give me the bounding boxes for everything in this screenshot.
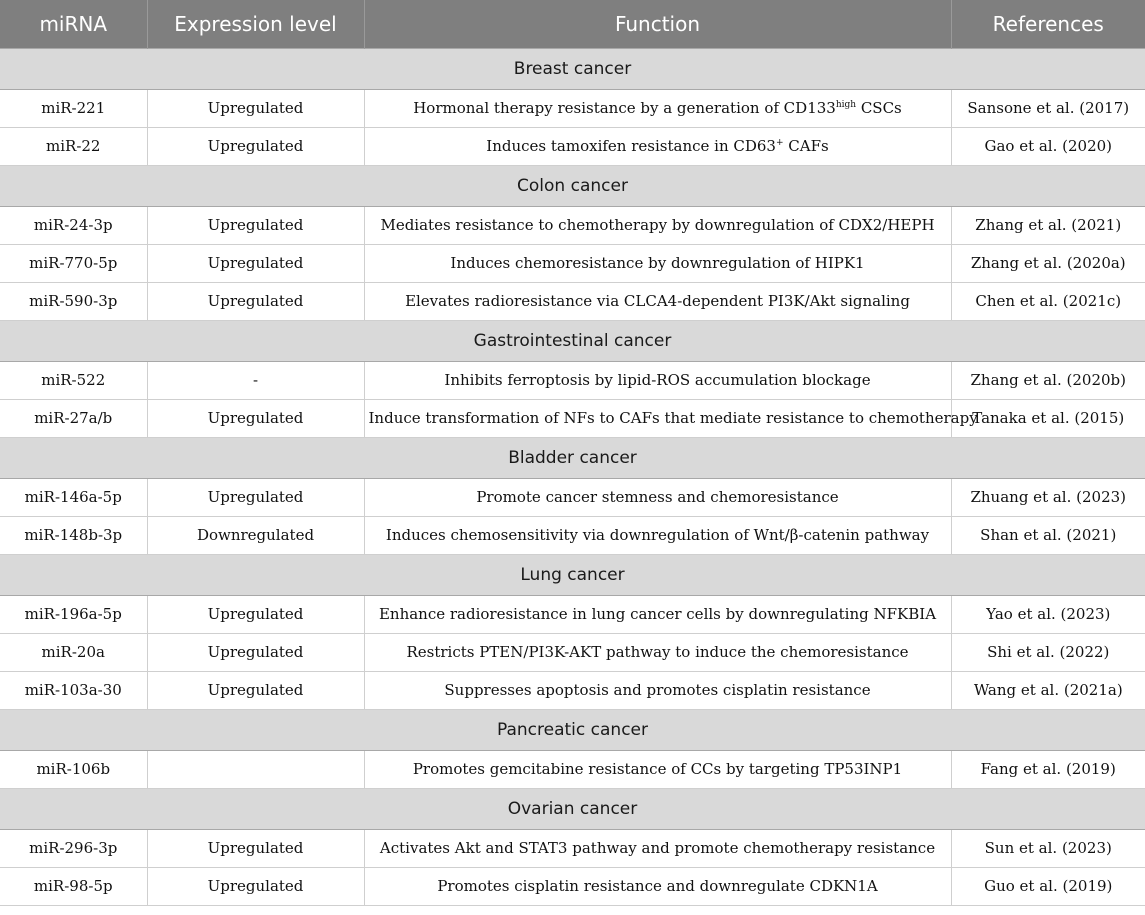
expression-cell: Upregulated	[147, 671, 364, 709]
function-cell	[364, 89, 951, 127]
table-row	[0, 829, 1145, 867]
reference-cell: Zhang et al. (2020a)	[951, 244, 1145, 282]
expression-cell: Upregulated	[147, 282, 364, 320]
section-row-colon-cancer	[0, 165, 1145, 206]
section-title: Breast cancer	[0, 48, 1145, 89]
table-row	[0, 478, 1145, 516]
reference-cell: Sun et al. (2023)	[951, 829, 1145, 867]
section-row-lung-cancer	[0, 554, 1145, 595]
function-cell: Promotes cisplatin resistance and downregulate CDKN1A	[364, 867, 951, 905]
expression-cell: Upregulated	[147, 595, 364, 633]
section-row-gastrointestinal-cancer	[0, 320, 1145, 361]
mirna-cell: miR-20a	[0, 633, 147, 671]
section-title: Ovarian cancer	[0, 788, 1145, 829]
table-row	[0, 361, 1145, 399]
mirna-cell: miR-98-5p	[0, 867, 147, 905]
table-header	[0, 0, 1145, 48]
mirna-cell: miR-590-3p	[0, 282, 147, 320]
mirna-cell: miR-296-3p	[0, 829, 147, 867]
header-mirna: miRNA	[0, 0, 147, 48]
mirna-cell: miR-106b	[0, 750, 147, 788]
reference-cell: Tanaka et al. (2015)	[951, 399, 1145, 437]
function-cell: Suppresses apoptosis and promotes cisplatin resistance	[364, 671, 951, 709]
reference-cell: Fang et al. (2019)	[951, 750, 1145, 788]
mirna-cell: miR-221	[0, 89, 147, 127]
mirna-cell: miR-770-5p	[0, 244, 147, 282]
function-cell: Activates Akt and STAT3 pathway and promote chemotherapy resistance	[364, 829, 951, 867]
table-row	[0, 89, 1145, 127]
reference-cell: Chen et al. (2021c)	[951, 282, 1145, 320]
table-row	[0, 595, 1145, 633]
mirna-cell: miR-27a/b	[0, 399, 147, 437]
expression-cell: Downregulated	[147, 516, 364, 554]
table-row	[0, 750, 1145, 788]
mirna-cell: miR-24-3p	[0, 206, 147, 244]
mirna-cell: miR-522	[0, 361, 147, 399]
expression-cell: Upregulated	[147, 399, 364, 437]
expression-cell: Upregulated	[147, 89, 364, 127]
reference-cell: Wang et al. (2021a)	[951, 671, 1145, 709]
mirna-cell: miR-148b-3p	[0, 516, 147, 554]
reference-cell: Shi et al. (2022)	[951, 633, 1145, 671]
section-row-breast-cancer	[0, 48, 1145, 89]
expression-cell: Upregulated	[147, 127, 364, 165]
header-expression-level: Expression level	[147, 0, 364, 48]
function-text: Induces tamoxifen resistance in CD63	[486, 137, 776, 155]
section-title: Pancreatic cancer	[0, 709, 1145, 750]
section-row-pancreatic-cancer	[0, 709, 1145, 750]
function-cell: Enhance radioresistance in lung cancer cells by downregulating NFKBIA	[364, 595, 951, 633]
function-text-suffix: CSCs	[856, 99, 902, 117]
superscript: high	[835, 100, 857, 110]
reference-cell: Shan et al. (2021)	[951, 516, 1145, 554]
table-row	[0, 282, 1145, 320]
section-row-bladder-cancer	[0, 437, 1145, 478]
table-row	[0, 633, 1145, 671]
mirna-cell: miR-103a-30	[0, 671, 147, 709]
section-title: Colon cancer	[0, 165, 1145, 206]
section-title: Gastrointestinal cancer	[0, 320, 1145, 361]
reference-cell: Guo et al. (2019)	[951, 867, 1145, 905]
function-text: Hormonal therapy resistance by a generation of CD133	[413, 99, 836, 117]
table-row	[0, 671, 1145, 709]
expression-cell: Upregulated	[147, 633, 364, 671]
expression-cell: Upregulated	[147, 829, 364, 867]
reference-cell: Sansone et al. (2017)	[951, 89, 1145, 127]
expression-cell: -	[147, 361, 364, 399]
superscript: +	[775, 138, 784, 148]
table-row	[0, 516, 1145, 554]
function-cell: Promote cancer stemness and chemoresistance	[364, 478, 951, 516]
expression-cell: Upregulated	[147, 478, 364, 516]
section-title: Lung cancer	[0, 554, 1145, 595]
mirna-cell: miR-22	[0, 127, 147, 165]
table-row	[0, 867, 1145, 905]
expression-cell: Upregulated	[147, 867, 364, 905]
section-row-ovarian-cancer	[0, 788, 1145, 829]
reference-cell: Zhuang et al. (2023)	[951, 478, 1145, 516]
expression-cell	[147, 750, 364, 788]
function-cell	[364, 127, 951, 165]
table-row	[0, 206, 1145, 244]
function-cell: Induce transformation of NFs to CAFs that mediate resistance to chemotherapy	[364, 399, 951, 437]
table-row	[0, 244, 1145, 282]
expression-cell: Upregulated	[147, 206, 364, 244]
header-function: Function	[364, 0, 951, 48]
function-cell: Induces chemoresistance by downregulation of HIPK1	[364, 244, 951, 282]
table-row	[0, 399, 1145, 437]
function-cell: Mediates resistance to chemotherapy by downregulation of CDX2/HEPH	[364, 206, 951, 244]
mirna-cell: miR-146a-5p	[0, 478, 147, 516]
function-cell: Restricts PTEN/PI3K-AKT pathway to induce the chemoresistance	[364, 633, 951, 671]
reference-cell: Yao et al. (2023)	[951, 595, 1145, 633]
section-title: Bladder cancer	[0, 437, 1145, 478]
reference-cell: Zhang et al. (2020b)	[951, 361, 1145, 399]
function-cell: Induces chemosensitivity via downregulation of Wnt/β-catenin pathway	[364, 516, 951, 554]
function-cell: Promotes gemcitabine resistance of CCs by targeting TP53INP1	[364, 750, 951, 788]
header-references: References	[992, 11, 1104, 36]
expression-cell: Upregulated	[147, 244, 364, 282]
reference-cell: Zhang et al. (2021)	[951, 206, 1145, 244]
function-cell: Elevates radioresistance via CLCA4-dependent PI3K/Akt signaling	[364, 282, 951, 320]
function-text-suffix: CAFs	[783, 137, 829, 155]
table-row	[0, 127, 1145, 165]
function-cell: Inhibits ferroptosis by lipid-ROS accumulation blockage	[364, 361, 951, 399]
reference-cell: Gao et al. (2020)	[951, 127, 1145, 165]
mirna-cell: miR-196a-5p	[0, 595, 147, 633]
